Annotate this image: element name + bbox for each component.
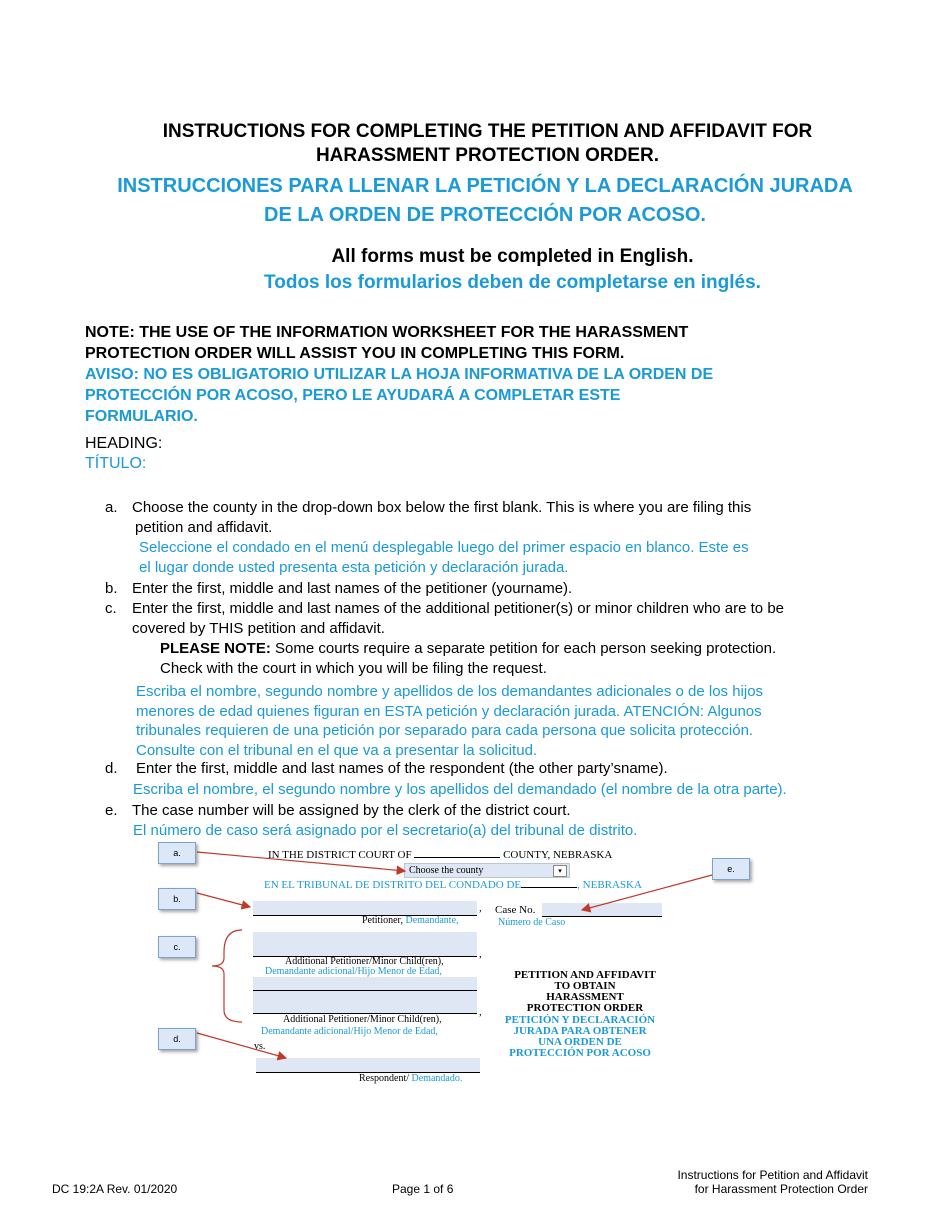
doc-title-en-4: PROTECTION ORDER — [526, 1002, 644, 1014]
arrow-a — [197, 852, 405, 871]
item-c-es-line2: menores de edad quienes figuran en ESTA petición y declaración jurada. ATENCIÓN: Algunos — [136, 702, 762, 720]
english-notice-es: Todos los formularios deben de completarse en inglés. — [264, 272, 761, 293]
note-es-line1: AVISO: NO ES OBLIGATORIO UTILIZAR LA HOJA INFORMATIVA DE LA ORDEN DE — [85, 366, 714, 383]
title-en-line1: INSTRUCTIONS FOR COMPLETING THE PETITION AND AFFIDAVIT FOR — [162, 121, 813, 142]
footer-right-line2: for Harassment Protection Order — [694, 1182, 868, 1196]
item-c-es — [136, 682, 896, 760]
item-a-es-line1: Seleccione el condado en el menú desplegable luego del primer espacio en blanco. Este es — [139, 539, 749, 556]
additional-label-2-es: Demandante adicional/Hijo Menor de Edad, — [261, 1026, 438, 1037]
arrow-e — [582, 875, 712, 910]
note-en-line2: PROTECTION ORDER WILL ASSIST YOU IN COMPLETING THIS FORM. — [85, 345, 625, 362]
item-c-please-note — [160, 639, 880, 679]
arrow-b — [197, 893, 250, 907]
title-en — [0, 120, 950, 168]
respondent-label-en: Respondent/ — [359, 1073, 409, 1084]
item-d-marker: d. — [105, 760, 118, 777]
county-dropdown-value: Choose the county — [409, 865, 484, 876]
note-es-line2: PROTECCIÓN POR ACOSO, PERO LE AYUDARÁ A COMPLETAR ESTE — [85, 387, 621, 404]
title-es-line1: INSTRUCCIONES PARA LLENAR LA PETICIÓN Y LA DECLARACIÓN JURADA — [117, 175, 853, 197]
item-a-en — [132, 498, 892, 538]
doc-title-en-2: TO OBTAIN — [554, 980, 616, 992]
court-prefix: IN THE DISTRICT COURT OF — [268, 849, 412, 861]
callout-arrows — [150, 840, 770, 1090]
item-a-en-line1: Choose the county in the drop-down box below the first blank. This is where you are filing this — [132, 499, 752, 516]
item-d-en: Enter the first, middle and last names of the respondent (the other party’sname). — [136, 760, 668, 777]
callout-d: d. — [158, 1028, 196, 1050]
item-a-es — [139, 538, 899, 578]
heading-es: TÍTULO: — [85, 455, 147, 472]
item-e-en: The case number will be assigned by the clerk of the district court. — [132, 802, 571, 819]
doc-title-es-3: UNA ORDEN DE — [538, 1036, 622, 1048]
note-es-line3: FORMULARIO. — [85, 408, 198, 425]
item-a-en-line2: petition and affidavit. — [135, 519, 273, 536]
item-c-es-line4: Consulte con el tribunal en el que va a presentar la solicitud. — [136, 741, 538, 759]
footer-form-number: DC 19:2A Rev. 01/2020 — [52, 1182, 178, 1196]
court-es-suffix: , NEBRASKA — [577, 879, 642, 891]
additional-comma-2: , — [479, 1006, 482, 1018]
petitioner-label-en: Petitioner, — [362, 915, 403, 926]
note-block — [85, 322, 885, 427]
additional-label-2: Additional Petitioner/Minor Child(ren), — [283, 1014, 442, 1025]
footer-right-line1: Instructions for Petition and Affidavit — [677, 1168, 868, 1182]
arrow-d — [197, 1033, 286, 1058]
heading-en: HEADING: — [85, 435, 163, 452]
title-es — [0, 172, 950, 230]
item-a-es-line2: el lugar donde usted presenta esta petición y declaración jurada. — [139, 559, 569, 576]
callout-a: a. — [158, 842, 196, 864]
additional-comma-1: , — [479, 948, 482, 960]
case-no-label-es: Número de Caso — [498, 917, 566, 928]
item-c-es-line3: tribunales requieren de una petición por separado para cada persona que solicita protección. — [136, 722, 754, 739]
title-es-line2: DE LA ORDEN DE PROTECCIÓN POR ACOSO. — [264, 204, 706, 226]
item-a-marker: a. — [105, 499, 118, 516]
english-notice-en: All forms must be completed in English. — [331, 246, 694, 267]
additional-label-1: Additional Petitioner/Minor Child(ren), — [285, 956, 444, 967]
item-c-marker: c. — [105, 600, 117, 617]
case-no-label: Case No. — [495, 904, 536, 916]
court-suffix: COUNTY, NEBRASKA — [503, 849, 613, 861]
please-note-line2: Check with the court in which you will be filing the request. — [160, 660, 547, 677]
item-b-marker: b. — [105, 580, 118, 597]
doc-title-es-2: JURADA PARA OBTENER — [513, 1025, 647, 1037]
form-example-image — [150, 840, 770, 1090]
callout-b: b. — [158, 888, 196, 910]
heading-label — [85, 434, 162, 474]
title-en-line2: HARASSMENT PROTECTION ORDER. — [315, 145, 660, 166]
item-b-en: Enter the first, middle and last names of the petitioner (yourname). — [132, 580, 573, 597]
doc-title-es-4: PROTECCIÓN POR ACOSO — [509, 1047, 651, 1059]
note-en-line1: NOTE: THE USE OF THE INFORMATION WORKSHEET FOR THE HARASSMENT — [85, 324, 689, 341]
vs-label: vs. — [254, 1041, 266, 1052]
footer-page: Page 1 of 6 — [392, 1182, 454, 1196]
item-c-en — [132, 599, 912, 639]
doc-title-en-3: HARASSMENT — [546, 991, 624, 1003]
item-e-marker: e. — [105, 802, 118, 819]
bracket-c — [212, 930, 242, 1022]
footer-right — [600, 1168, 868, 1196]
item-c-en-line2: covered by THIS petition and affidavit. — [132, 620, 385, 637]
court-es-prefix: EN EL TRIBUNAL DE DISTRITO DEL CONDADO DE — [264, 879, 522, 891]
english-notice — [0, 244, 950, 296]
callout-c: c. — [158, 936, 196, 958]
item-d-es: Escriba el nombre, el segundo nombre y los apellidos del demandado (el nombre de la otra parte). — [133, 781, 787, 798]
chevron-down-icon[interactable]: ▾ — [553, 865, 567, 877]
item-e-es: El número de caso será asignado por el secretario(a) del tribunal de distrito. — [133, 822, 638, 839]
item-c-en-line1: Enter the first, middle and last names of the additional petitioner(s) or minor children who are to be — [132, 600, 785, 617]
callout-e: e. — [712, 858, 750, 880]
petitioner-label-es: Demandante, — [405, 915, 459, 926]
petitioner-comma: , — [479, 902, 482, 914]
additional-label-1-es: Demandante adicional/Hijo Menor de Edad, — [265, 966, 442, 977]
item-c-es-line1: Escriba el nombre, segundo nombre y apellidos de los demandantes adicionales o de los hijos — [136, 683, 764, 700]
respondent-label-es: Demandado. — [411, 1073, 463, 1084]
doc-title-en-1: PETITION AND AFFIDAVIT — [514, 969, 656, 981]
please-note-label: PLEASE NOTE: — [160, 640, 271, 657]
doc-title-es-1: PETICIÓN Y DECLARACIÓN — [504, 1014, 656, 1026]
please-note-text: Some courts require a separate petition for each person seeking protection. — [270, 640, 777, 657]
